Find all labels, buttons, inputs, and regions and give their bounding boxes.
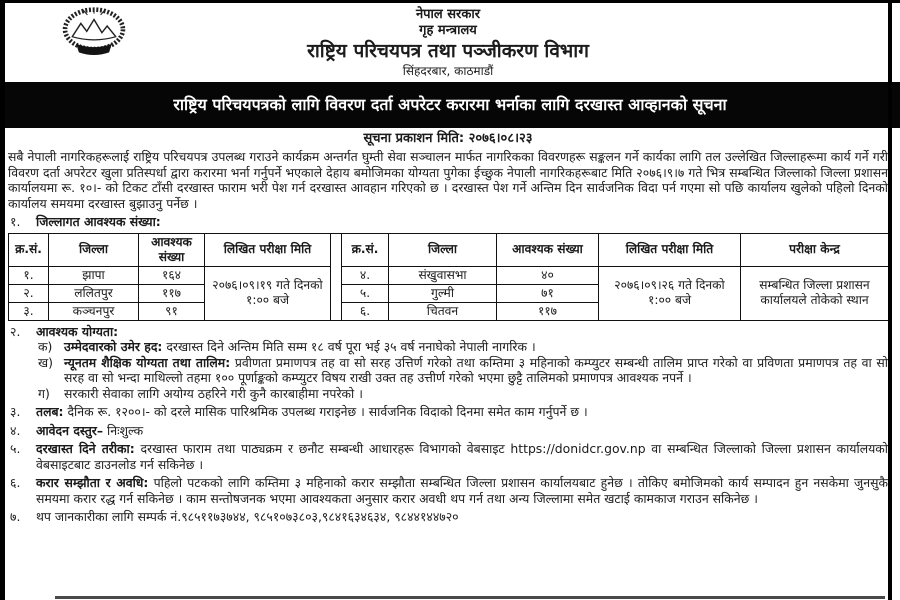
cell-required: ४० (497, 266, 599, 284)
exam-center-cell: सम्बन्धित जिल्ला प्रशासन कार्यालयले तोकेको स्थान (741, 266, 889, 320)
header-exam-center: परीक्षा केन्द्र (741, 233, 889, 266)
cell-sn: २. (9, 284, 49, 302)
section-6-number: ६. (10, 475, 21, 491)
section-3-label: तलब: (36, 404, 64, 420)
section-4-text (36, 423, 888, 439)
cell-district: झापा (49, 266, 139, 284)
section-3-text (36, 404, 888, 420)
section-2-qualifications (8, 324, 888, 402)
qualification-item-a (38, 339, 888, 355)
cell-sn: ३. (9, 302, 49, 320)
cell-required: ७१ (497, 284, 599, 302)
section-3-salary (8, 404, 888, 420)
section-4-label: आवेदन दस्तुर– (36, 422, 104, 438)
section-1-districts (8, 214, 888, 230)
qualification-item-b (38, 355, 888, 386)
header-district-left: जिल्ला (49, 233, 139, 266)
cell-district: गुल्मी (389, 284, 497, 302)
header-district-right: जिल्ला (389, 233, 497, 266)
table-header-row (9, 233, 889, 266)
header-exam-date-left: लिखित परीक्षा मिति (205, 233, 331, 266)
section-4-number: ४. (10, 422, 21, 438)
item-a-label: उम्मेदवारको उमेर हद: (64, 339, 163, 355)
section-2-number: २. (10, 323, 21, 339)
item-b-text (64, 355, 888, 386)
section-7-number: ७. (10, 509, 21, 525)
section-5-label: दरखास्त दिने तरीका: (36, 441, 135, 457)
address-line: सिंहदरबार, काठमाडौं (402, 64, 494, 78)
cell-sn: ६. (342, 302, 389, 320)
section-6-text (36, 475, 888, 506)
cell-sn: १. (9, 266, 49, 284)
cell-required: ९१ (139, 302, 205, 320)
section-5-number: ५. (10, 441, 21, 457)
cell-district: संखुवासभा (389, 266, 497, 284)
section-2-title: आवश्यक योग्यता: (36, 323, 119, 339)
section-4-fee (8, 423, 888, 439)
cell-required: १६४ (139, 266, 205, 284)
cell-required: ११७ (497, 302, 599, 320)
notice-title-banner (0, 82, 900, 128)
item-c-letter: ग) (38, 385, 50, 401)
item-b-letter: ख) (38, 354, 53, 370)
item-a-letter: क) (38, 339, 53, 355)
letterhead (8, 3, 888, 80)
header-sn-right: क्र.सं. (342, 233, 389, 266)
section-7-body: थप जानकारीका लागि सम्पर्क नं.९८५११७३७४४, ९८५१०७३८०३,९८४१६३४६३४, ९८४४१४४७२० (36, 509, 459, 525)
section-1-title: जिल्लागत आवश्यक संख्या: (36, 214, 161, 230)
scan-border-right (888, 0, 892, 600)
table-row (9, 266, 889, 284)
header-sn-left: क्र.सं. (9, 233, 49, 266)
cell-district: चितवन (389, 302, 497, 320)
item-a-body: दरखास्त दिने अन्तिम मिति सम्म १८ वर्ष पूरा भई ३५ वर्ष ननाघेको नेपाली नागरिक । (166, 339, 536, 355)
section-5-text (36, 441, 888, 472)
intro-paragraph: सबै नेपाली नागरिकहरूलाई राष्ट्रिय परिचयपत्र उपलब्ध गराउने कार्यक्रम अन्तर्गत घुम्ती सेवा सञ्चालन मार्फत नागरिकका विवरणहरू सङ्कलन गर्ने कार्यका लागि तल उल्लेखित जिल्लाहरूमा कार्य गर्ने गरी विवरण दर्ता अपरेटर खुला प्रतिस्पर्धा द्वारा करारमा भर्ना गर्नुपर्ने भएकाले देहाय बमोजिमका योग्यता पुगेका ईच्छुक नेपाली नागरिकहरूबाट मिति २०७६।९।७ गते भित्र सम्बन्धित जिल्लाको जिल्ला प्रशासन कार्यालयमा रू. १०।- को टिकट टाँसी दरखास्त फाराम भरी पेश गर्न दरखास्त आवहान गरिएको छ । दरखास्त पेश गर्ने अन्तिम दिन सार्वजनिक विदा पर्न गएमा सो पछि कार्यालय खुलेको पहिलो दिनको कार्यालय समयमा दरखास्त बुझाउनु पर्नेछ । (8, 149, 888, 211)
publish-date: सूचना प्रकाशन मिति: २०७६।०८।२३ (363, 131, 533, 146)
ministry-name: गृह मन्त्रालय (419, 23, 477, 38)
cell-sn: ४. (342, 266, 389, 284)
section-5-application-method (8, 441, 888, 472)
cell-district: कञ्चनपुर (49, 302, 139, 320)
notice-content (8, 3, 888, 525)
notice-title-text: राष्ट्रिय परिचयपत्रको लागि विवरण दर्ता अपरेटर करारमा भर्नाका लागि दरखास्त आव्हानको सूचना (173, 95, 727, 114)
cell-sn: ५. (342, 284, 389, 302)
nepal-emblem-icon (52, 7, 136, 57)
table-divider (331, 233, 342, 320)
item-b-label: न्यूनतम शैक्षिक योग्यता तथा तालिम: (64, 354, 231, 370)
government-name: नेपाल सरकार (415, 7, 481, 22)
section-7-contact (8, 509, 888, 525)
section-6-label: करार सम्झौता र अवधि: (36, 475, 149, 491)
section-1-number: १. (10, 214, 21, 230)
exam-date-left-cell: २०७६।०९।१९ गते दिनको १:०० बजे (205, 266, 331, 320)
districts-table (8, 233, 889, 321)
section-6-contract (8, 475, 888, 506)
cell-district: ललितपुर (49, 284, 139, 302)
section-5-body: दरखास्त फाराम तथा पाठ्यक्रम र छनौट सम्बन्धी आधारहरू विभागको वेबसाइट https://donidcr.gov.np वा सम्बन्धित जिल्लाको जिल्ला प्रशासन कार्यालयको वेबसाइटबाट डाउनलोड गर्न सकिनेछ । (36, 441, 889, 472)
section-4-body: निःशुल्क (107, 422, 144, 438)
item-a-text (64, 339, 888, 355)
qualification-item-c (38, 386, 888, 402)
exam-date-right-cell: २०७६।०९।२६ गते दिनको १:०० बजे (599, 266, 741, 320)
header-exam-date-right: लिखित परीक्षा मिति (599, 233, 741, 266)
department-name: राष्ट्रिय परिचयपत्र तथा पञ्जीकरण विभाग (307, 40, 589, 62)
section-3-body: दैनिक रू. १२००।- को दरले मासिक पारिश्रमिक उपलब्ध गराइनेछ । सार्वजनिक विदाको दिनमा समेत काम गर्नुपर्ने छ । (67, 404, 588, 420)
header-required-left: आवश्यक संख्या (139, 233, 205, 266)
header-required-right: आवश्यक संख्या (497, 233, 599, 266)
scan-border-left (0, 0, 5, 600)
section-6-body: पहिलो पटकको लागि कम्तिमा ३ महिनाको करार सम्झौता सम्बन्धित जिल्ला प्रशासन कार्यालयबाट हुनेछ । तोकिए बमोजिमको कार्य सम्पादन हुन नसकेमा जुनसुकै समयमा करार रद्ध गर्न सकिनेछ । काम सन्तोषजनक भएमा आवश्यकता अनुसार करार अवधी थप गर्न तथा अन्य जिल्लामा समेत खटाई कामकाज गराउन सकिनेछ । (36, 475, 888, 506)
item-c-body: सरकारी सेवाका लागि अयोग्य ठहरिने गरी कुनै कारबाहीमा नपरेको । (64, 385, 363, 401)
section-3-number: ३. (10, 404, 21, 420)
cell-required: ११७ (139, 284, 205, 302)
scan-smudge-bottom (55, 596, 885, 599)
item-b-body: प्रवीणता प्रमाणपत्र तह वा सो सरह उत्तिर्ण गरेको तथा कम्तिमा ३ महिनाको कम्प्युटर सम्बन्धी तालिम प्राप्त गरेको वा प्रविणता प्रमाणपत्र तह वा सो सरह वा सो भन्दा माथिल्लो तहमा १०० पूर्णाङ्कको कम्प्युटर विषय राखी उक्त तह उत्तीर्ण गरेको भएमा छुट्टै तालिमको प्रमाणपत्र आवश्यक नपर्ने । (64, 354, 888, 386)
